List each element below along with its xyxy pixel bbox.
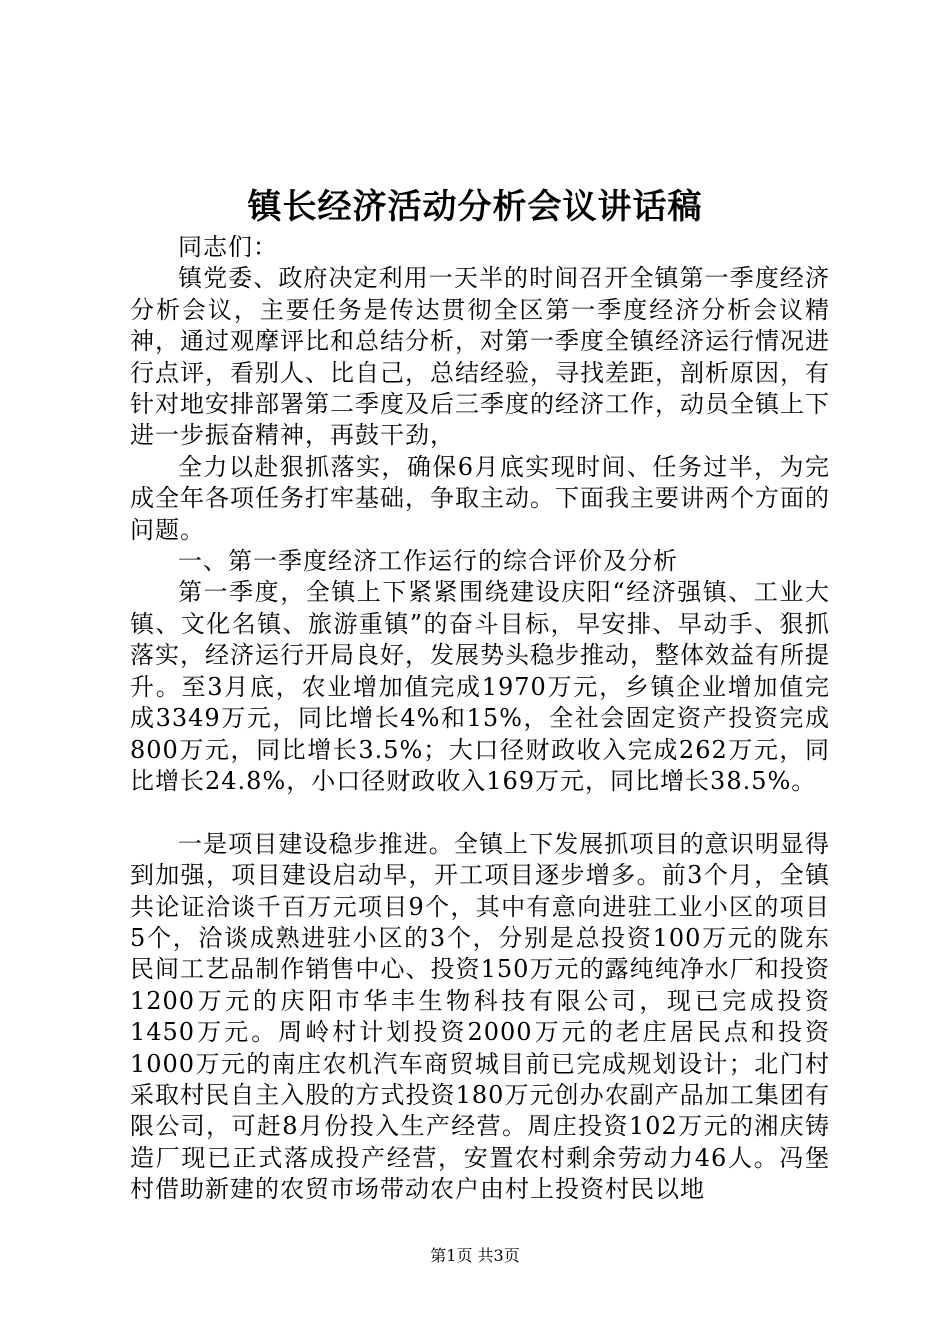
body-paragraph: 镇党委、政府决定利用一天半的时间召开全镇第一季度经济分析会议，主要任务是传达贯彻全区第一季度经济分析会议精神，通过观摩评比和总结分析，对第一季度全镇经济运行情况进行点评，看别人、比自己，总结经验，寻找差距，剖析原因，有针对地安排部署第二季度及后三季度的经济工作，动员全镇上下进一步振奋精神，再鼓干劲， — [130, 264, 830, 450]
document-body — [130, 232, 830, 1206]
section-heading: 一、第一季度经济工作运行的综合评价及分析 — [178, 547, 678, 576]
greeting-paragraph: 同志们： — [178, 233, 278, 261]
body-paragraph: 第一季度，全镇上下紧紧围绕建设庆阳“经济强镇、工业大镇、文化名镇、旅游重镇”的奋斗目标，早安排、早动手、狠抓落实，经济运行开局良好，发展势头稳步推动，整体效益有所提升。至3月底，农业增加值完成1970万元，乡镇企业增加值完成3349万元，同比增长4%和15%，全社会固定资产投资完成800万元，同比增长3.5%；大口径财政收入完成262万元，同比增长24.8%，小口径财政收入169万元，同比增长38.5%。 — [130, 578, 830, 795]
page-footer: 第1页 共3页 — [430, 1246, 520, 1265]
body-paragraph: 全力以赴狠抓落实，确保6月底实现时间、任务过半，为完成全年各项任务打牢基础，争取主动。下面我主要讲两个方面的问题。 — [130, 452, 830, 544]
paragraph-spacer — [130, 797, 830, 828]
document-title: 镇长经济活动分析会议讲话稿 — [247, 187, 703, 227]
body-paragraph: 一是项目建设稳步推进。全镇上下发展抓项目的意识明显得到加强，项目建设启动早，开工项目逐步增多。前3个月，全镇共论证洽谈千百万元项目9个，其中有意向进驻工业小区的项目5个，洽谈成熟进驻小区的3个，分别是总投资100万元的陇东民间工艺品制作销售中心、投资150万元的露纯纯净水厂和投资1200万元的庆阳市华丰生物科技有限公司，现已完成投资1450万元。周岭村计划投资2000万元的老庄居民点和投资1000万元的南庄农机汽车商贸城目前已完成规划设计；北门村采取村民自主入股的方式投资180万元创办农副产品加工集团有限公司，可赶8月份投入生产经营。周庄投资102万元的湘庆铸造厂现已正式落成投产经营，安置农村剩余劳动力46人。冯堡村借助新建的农贸市场带动农户由村上投资村民以地 — [130, 829, 830, 1204]
